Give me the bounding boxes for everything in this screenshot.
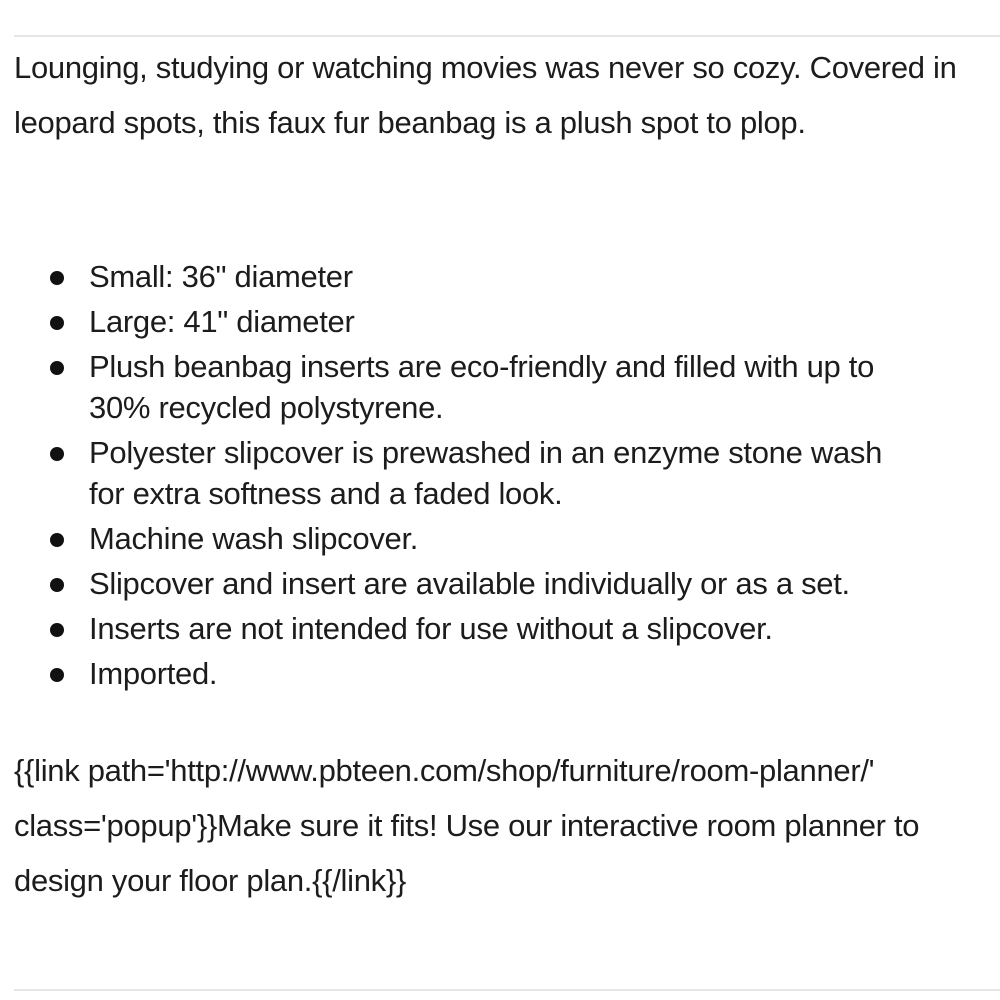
feature-text: Small: 36" diameter	[89, 259, 353, 294]
bottom-divider	[14, 989, 1000, 991]
bullet-icon	[50, 271, 64, 285]
bullet-icon	[50, 668, 64, 682]
feature-item	[0, 608, 960, 649]
bullet-icon	[50, 316, 64, 330]
feature-text: Imported.	[89, 656, 218, 691]
feature-list	[0, 256, 960, 698]
feature-item	[0, 256, 960, 297]
bullet-icon	[50, 447, 64, 461]
feature-text: Polyester slipcover is prewashed in an enzyme stone wash for extra softness and a faded look.	[89, 435, 883, 511]
bullet-icon	[50, 361, 64, 375]
feature-item	[0, 301, 960, 342]
feature-item	[0, 346, 960, 428]
feature-item	[0, 518, 960, 559]
top-divider	[14, 35, 1000, 37]
feature-text: Slipcover and insert are available individually or as a set.	[89, 566, 850, 601]
bullet-icon	[50, 578, 64, 592]
bullet-icon	[50, 623, 64, 637]
feature-text: Large: 41" diameter	[89, 304, 355, 339]
feature-item	[0, 563, 960, 604]
feature-item	[0, 432, 960, 514]
feature-text: Inserts are not intended for use without a slipcover.	[89, 611, 773, 646]
feature-text: Plush beanbag inserts are eco-friendly and filled with up to 30% recycled polystyrene.	[89, 349, 875, 425]
bullet-icon	[50, 533, 64, 547]
feature-text: Machine wash slipcover.	[89, 521, 419, 556]
feature-item	[0, 653, 960, 694]
room-planner-link-text: {{link path='http://www.pbteen.com/shop/furniture/room-planner/' class='popup'}}Make sure it fits! Use our interactive room planner to design your floor plan.{{/link}}	[14, 753, 920, 898]
product-intro-text: Lounging, studying or watching movies was never so cozy. Covered in leopard spots, this faux fur beanbag is a plush spot to plop.	[14, 50, 957, 140]
